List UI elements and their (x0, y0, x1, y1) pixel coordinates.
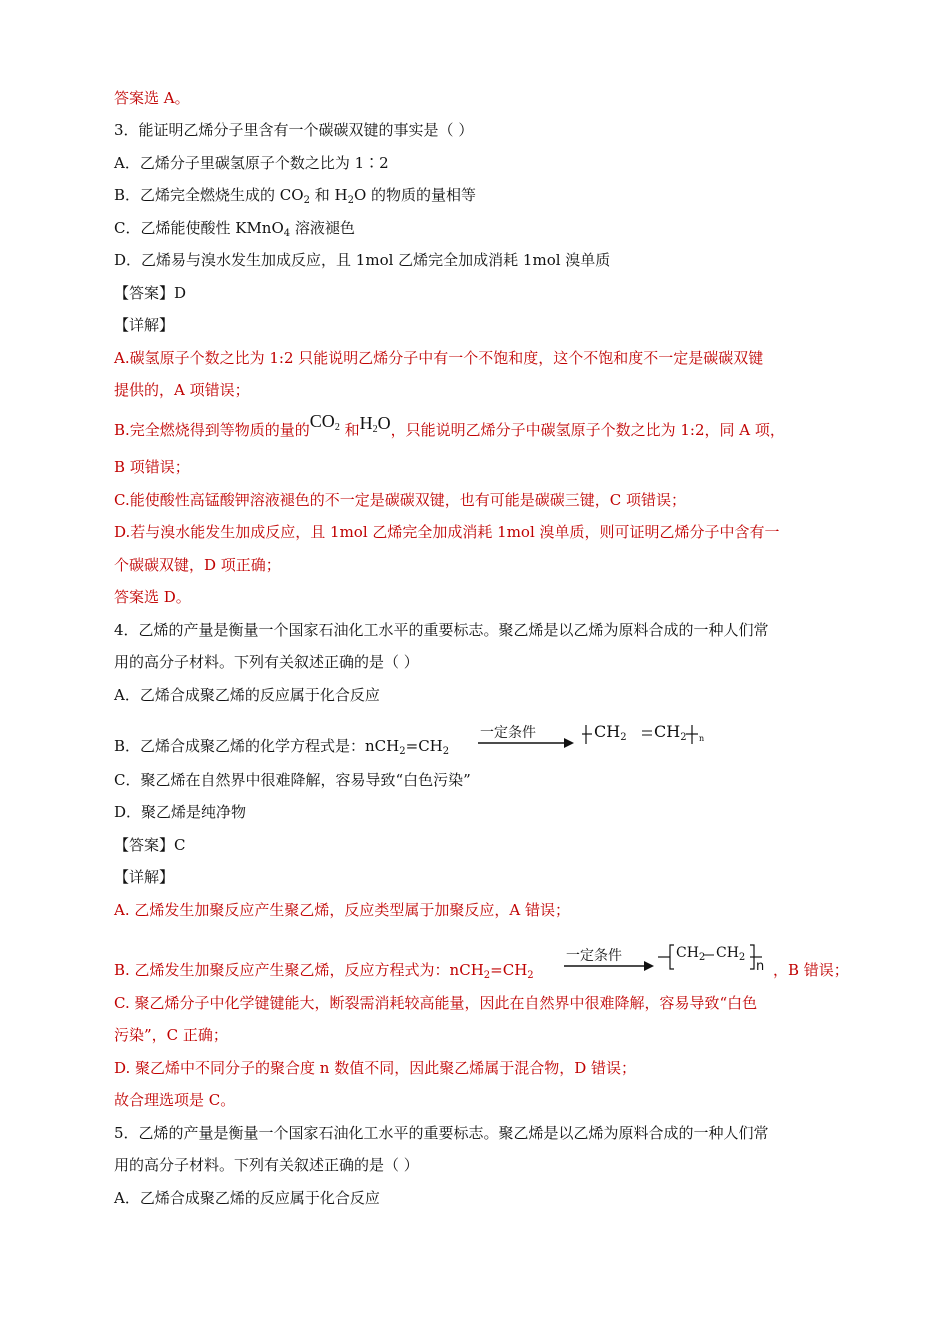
q4-explain-d: D. 聚乙烯中不同分子的聚合度 n 数值不同，因此聚乙烯属于混合物，D 错误； (114, 1059, 637, 1077)
reaction-arrow-2 (564, 945, 656, 973)
question-4-stem: 4．乙烯的产量是衡量一个国家石油化工水平的重要标志。聚乙烯是以乙烯为原料合成的一种人们常 (114, 621, 769, 639)
q4-answer: 【答案】C (114, 836, 186, 854)
q3-explain-d-cont: 个碳碳双键，D 项正确； (114, 556, 281, 574)
reaction-arrow (478, 722, 576, 750)
q4-option-a: A．乙烯合成聚乙烯的反应属于化合反应 (114, 686, 380, 704)
q4-option-d: D．聚乙烯是纯净物 (114, 803, 247, 821)
polyethylene-product: $CH_2$ $CH_2$ n (582, 722, 710, 748)
answer-line: 答案选 A。 (114, 89, 190, 107)
q4-explain-a: A. 乙烯发生加聚反应产生聚乙烯，反应类型属于加聚反应，A 错误； (114, 901, 570, 919)
q3-answer: 【答案】D (114, 284, 187, 302)
q3-explain-b: B.完全燃烧得到等物质的量的$CO_2$ 和$H_2O$，只能说明乙烯分子中碳氢原子个数之比为 1:2，同 A 项， (114, 411, 785, 439)
q3-explain-c: C.能使酸性高锰酸钾溶液褪色的不一定是碳碳双键，也有可能是碳碳三键，C 项错误； (114, 491, 686, 509)
condition-label-2: 一定条件 (566, 948, 622, 964)
q4-option-c: C．聚乙烯在自然界中很难降解，容易导致“白色污染” (114, 771, 471, 789)
condition-label: 一定条件 (480, 725, 536, 741)
question-5-stem: 5．乙烯的产量是衡量一个国家石油化工水平的重要标志。聚乙烯是以乙烯为原料合成的一种人们常 (114, 1124, 769, 1142)
arrow-icon (478, 722, 576, 750)
polyethylene-product-2: $CH_2$ $CH_2$ n (658, 941, 770, 973)
arrow-icon-2 (564, 945, 656, 973)
q3-explain-b-cont: B 项错误； (114, 458, 190, 476)
q4-explain-c-cont: 污染”，C 正确； (114, 1026, 228, 1044)
question-4-stem-cont: 用的高分子材料。下列有关叙述正确的是（ ） (114, 653, 419, 671)
question-3-stem: 3．能证明乙烯分子里含有一个碳碳双键的事实是（ ） (114, 121, 474, 139)
q3-option-d: D．乙烯易与溴水发生加成反应，且 1mol 乙烯完全加成消耗 1mol 溴单质 (114, 251, 611, 269)
q3-explain-a-cont: 提供的，A 项错误； (114, 381, 250, 399)
q4-explain-b: B. 乙烯发生加聚反应产生聚乙烯，反应方程式为：$nCH_2=CH_2$ (114, 961, 534, 981)
q3-option-c: C．乙烯能使酸性 KMnO$_4$ 溶液褪色 (114, 219, 355, 239)
co2-formula: $CO_2$ (309, 411, 340, 433)
q3-explain-a: A.碳氢原子个数之比为 1:2 只能说明乙烯分子中有一个不饱和度，这个不饱和度不一定是碳碳双键 (114, 349, 764, 367)
h2o-formula: $H_2O$ (359, 413, 391, 435)
q3-explain-d: D.若与溴水能发生加成反应，且 1mol 乙烯完全加成消耗 1mol 溴单质，则可证明乙烯分子中含有一 (114, 523, 780, 541)
q5-option-a: A．乙烯合成聚乙烯的反应属于化合反应 (114, 1189, 380, 1207)
q3-option-b: B．乙烯完全燃烧生成的 $CO_2$ 和 $H_2O$ 的物质的量相等 (114, 186, 477, 206)
q4-explain-b-verdict: ，B 错误； (773, 961, 849, 979)
q4-explanation-heading: 【详解】 (114, 868, 175, 886)
question-5-stem-cont: 用的高分子材料。下列有关叙述正确的是（ ） (114, 1156, 419, 1174)
q3-explanation-heading: 【详解】 (114, 316, 175, 334)
q4-final-answer: 故合理选项是 C。 (114, 1091, 236, 1109)
q4-explain-c: C. 聚乙烯分子中化学键键能大，断裂需消耗较高能量，因此在自然界中很难降解，容易导致“白色 (114, 994, 758, 1012)
polymer-bracket-icon-2 (658, 941, 770, 973)
q3-final-answer: 答案选 D。 (114, 588, 191, 606)
q4-option-b: B．乙烯合成聚乙烯的化学方程式是：$nCH_2=CH_2$ (114, 737, 450, 757)
q3-option-a: A．乙烯分子里碳氢原子个数之比为 1∶2 (114, 154, 389, 172)
